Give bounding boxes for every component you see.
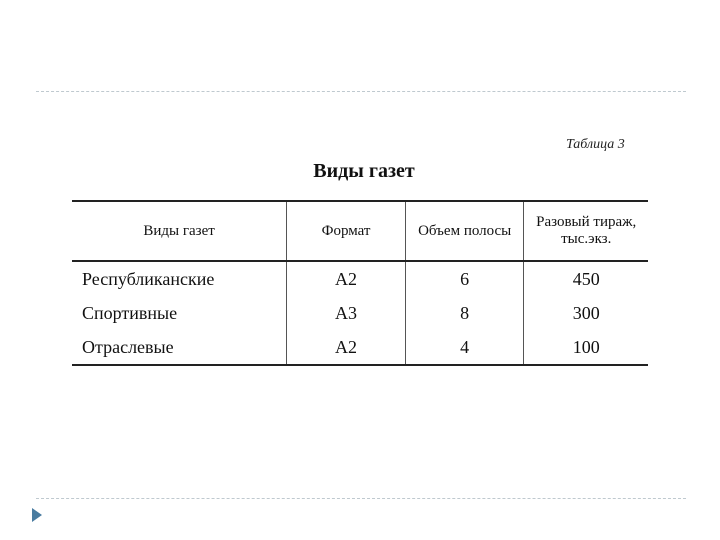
table-header-row: [72, 201, 648, 261]
cell-type: Спортивные: [82, 302, 178, 323]
page-title: Виды газет: [313, 160, 415, 182]
table-row: [72, 330, 648, 365]
column-header-type: Виды газет: [72, 201, 287, 261]
newspaper-types-table: [72, 200, 648, 366]
top-divider: [36, 91, 686, 92]
table-row: [72, 261, 648, 296]
cell-circulation: 100: [524, 330, 648, 365]
cell-volume: 4: [405, 330, 524, 365]
cell-type: Республиканские: [82, 268, 215, 289]
cell-format: А2: [287, 330, 406, 365]
cell-volume: 6: [405, 261, 524, 296]
column-header-volume: Объем полосы: [405, 201, 524, 261]
bottom-divider: [36, 498, 686, 499]
column-header-circulation: Разовый тираж, тыс.экз.: [524, 201, 648, 261]
cell-type: Отраслевые: [72, 330, 287, 365]
cell-format: А3: [287, 296, 406, 330]
column-header-format: Формат: [287, 201, 406, 261]
cell-volume: 8: [405, 296, 524, 330]
table-caption: Таблица 3: [566, 137, 625, 152]
cell-format: А2: [287, 261, 406, 296]
cell-circulation: 450: [524, 261, 648, 296]
table-row: [72, 296, 648, 330]
triangle-bullet-icon: [32, 508, 42, 522]
cell-circulation: 300: [524, 296, 648, 330]
